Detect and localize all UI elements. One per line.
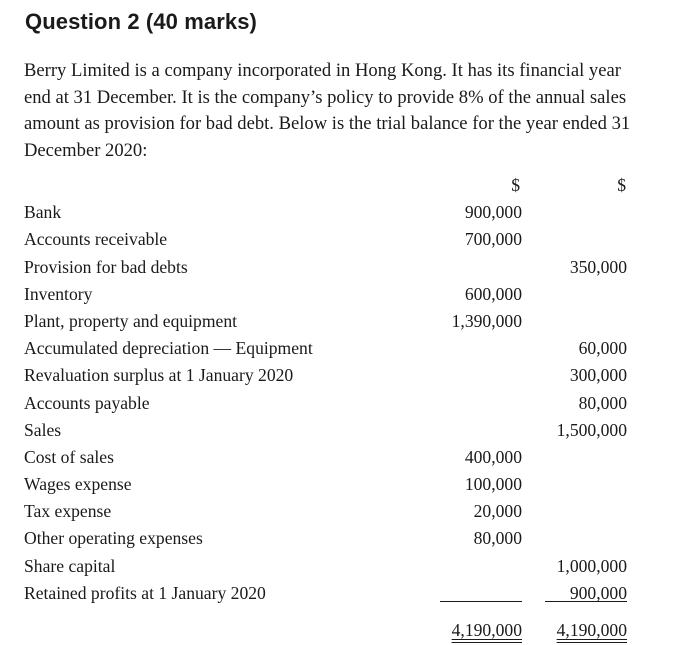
currency-header-row	[24, 172, 634, 199]
credit-currency-header: $	[617, 175, 626, 195]
debit-amount: 1,390,000	[451, 310, 522, 331]
account-name: Accumulated depreciation — Equipment	[24, 338, 313, 359]
account-name: Inventory	[24, 283, 93, 304]
table-row	[24, 254, 634, 281]
table-row	[24, 444, 634, 471]
table-row	[24, 281, 634, 308]
credit-amount: 1,000,000	[556, 555, 627, 576]
trial-balance-table	[24, 172, 634, 644]
debit-amount: 700,000	[464, 229, 522, 250]
credit-subtotal-rule	[545, 601, 627, 602]
debit-amount: 100,000	[464, 474, 522, 495]
account-name: Revaluation surplus at 1 January 2020	[24, 365, 294, 386]
debit-amount: 20,000	[473, 501, 522, 522]
table-row	[24, 308, 634, 335]
table-row	[24, 335, 634, 362]
totals-row	[24, 617, 634, 644]
table-row	[24, 553, 634, 580]
account-name: Plant, property and equipment	[24, 310, 238, 331]
account-name: Retained profits at 1 January 2020	[24, 582, 266, 603]
debit-amount: 400,000	[464, 446, 522, 467]
credit-amount: 900,000	[569, 582, 627, 603]
credit-amount: 350,000	[569, 256, 627, 277]
question-intro	[24, 58, 644, 164]
table-row	[24, 199, 634, 226]
credit-amount: 60,000	[578, 338, 627, 359]
account-name: Share capital	[24, 555, 116, 576]
account-name: Tax expense	[24, 501, 112, 522]
debit-subtotal-rule	[440, 601, 522, 602]
account-name: Cost of sales	[24, 446, 114, 467]
table-row	[24, 471, 634, 498]
table-row	[24, 525, 634, 552]
table-row	[24, 580, 634, 607]
debit-amount: 900,000	[464, 202, 522, 223]
account-name: Accounts receivable	[24, 229, 168, 250]
table-row	[24, 390, 634, 417]
total-credit: 4,190,000	[556, 620, 627, 640]
account-name: Sales	[24, 419, 62, 440]
account-name: Other operating expenses	[24, 528, 203, 549]
credit-amount: 300,000	[569, 365, 627, 386]
total-debit: 4,190,000	[451, 620, 522, 640]
account-name: Accounts payable	[24, 392, 150, 413]
trial-balance-rows	[24, 199, 634, 607]
table-row	[24, 417, 634, 444]
table-row	[24, 362, 634, 389]
debit-amount: 80,000	[473, 528, 522, 549]
credit-amount: 1,500,000	[556, 419, 627, 440]
table-row	[24, 498, 634, 525]
debit-amount: 600,000	[464, 283, 522, 304]
table-row	[24, 226, 634, 253]
account-name: Bank	[24, 202, 62, 223]
account-name: Provision for bad debts	[24, 256, 188, 277]
debit-currency-header: $	[511, 175, 520, 195]
account-name: Wages expense	[24, 474, 132, 495]
intro-paragraph: Berry Limited is a company incorporated in Hong Kong. It has its financial year end at 31 December. It is the company’s policy to provide 8% of the annual sales amount as provision for bad debt. Below is the trial balance for the year ended 31 December 2020:	[24, 60, 631, 161]
credit-amount: 80,000	[578, 392, 627, 413]
question-title: Question 2 (40 marks)	[25, 9, 257, 34]
